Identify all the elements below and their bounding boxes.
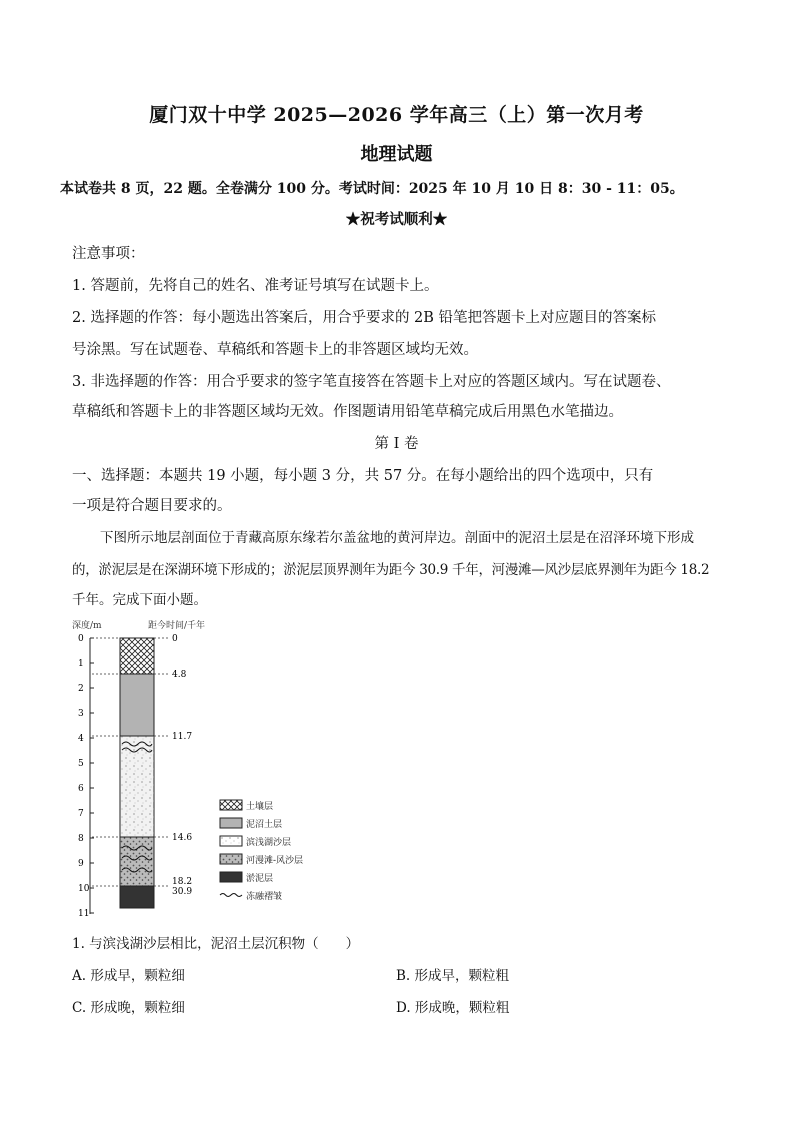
wish-line: ★祝考试顺利★ [345,211,448,228]
depth-tick-label: 6 [78,784,84,794]
legend-swatch-soil [220,800,242,810]
legend-swatch-swamp [220,818,242,828]
depth-tick-label: 8 [78,834,84,844]
option-b[interactable]: B. 形成早，颗粒粗 [396,968,510,984]
soil-layer [120,638,154,674]
part1-line2: 一项是符合题目要求的。 [72,498,232,514]
part1-line1: 一、选择题：本题共 19 小题，每小题 3 分，共 57 分。在每小题给出的四个选项中，只有 [72,468,654,484]
notice-item-2b: 号涂黑。写在试题卷、草稿纸和答题卡上的非答题区域均无效。 [72,342,478,358]
time-label: 30.9 [172,887,193,897]
passage-line-1: 下图所示地层剖面位于青藏高原东缘若尔盖盆地的黄河岸边。剖面中的泥沼土层是在沼泽环境下形成 [100,530,694,546]
time-label: 4.8 [172,670,187,680]
silt-layer [120,886,154,908]
option-a[interactable]: A. 形成早，颗粒细 [72,968,185,984]
time-label: 18.2 [172,877,193,887]
time-axis-label: 距今时间/千年 [148,621,206,631]
legend-label: 冻融褶皱 [246,892,283,902]
passage-line-2: 的，淤泥层是在深湖环境下形成的；淤泥层顶界测年为距今 30.9 千年，河漫滩—风沙层底界测年为距今 18.2 [72,562,710,578]
exam-title: 厦门双十中学 2025—2026 学年高三（上）第一次月考 [149,104,644,126]
question-1-stem: 1. 与滨浅湖沙层相比，泥沼土层沉积物（ ） [72,936,360,952]
option-c[interactable]: C. 形成晚，颗粒细 [72,1000,185,1016]
depth-axis-label: 深度/m [72,621,102,631]
volume-heading: 第 I 卷 [374,436,419,452]
legend-label: 土壤层 [246,802,274,812]
swamp-soil-layer [120,674,154,736]
notice-heading: 注意事项： [72,246,145,262]
legend-swatch-silt [220,872,242,882]
depth-tick-label: 4 [78,734,84,744]
notice-item-2a: 2. 选择题的作答：每小题选出答案后，用合乎要求的 2B 铅笔把答题卡上对应题目的答案标 [72,310,657,326]
depth-tick-label: 7 [78,809,84,819]
legend-label: 泥沼土层 [246,820,283,830]
notice-item-1: 1. 答题前，先将自己的姓名、准考证号填写在试题卡上。 [72,278,439,294]
notice-item-3a: 3. 非选择题的作答：用合乎要求的签字笔直接答在答题卡上对应的答题区域内。写在试题卷、 [72,374,671,390]
time-label: 0 [172,634,178,644]
legend-swatch-frost-fold [220,894,242,897]
legend-label: 滨浅湖沙层 [246,838,292,848]
notice-item-3b: 草稿纸和答题卡上的非答题区域均无效。作图题请用铅笔草稿完成后用黑色水笔描边。 [72,404,623,420]
depth-tick-label: 10 [78,884,90,894]
depth-tick-label: 3 [78,709,84,719]
depth-tick-label: 9 [78,859,84,869]
option-d[interactable]: D. 形成晚，颗粒粗 [396,1000,510,1016]
legend-swatch-floodplain [220,854,242,864]
stratigraphic-column-figure [60,612,330,922]
legend-label: 河漫滩-风沙层 [246,856,304,866]
depth-tick-label: 0 [78,634,84,644]
depth-tick-label: 2 [78,684,84,694]
legend-swatch-lake-sand [220,836,242,846]
time-label: 11.7 [172,732,193,742]
passage-line-3: 千年。完成下面小题。 [72,592,207,608]
depth-tick-label: 11 [78,909,90,919]
floodplain-sand-layer [120,837,154,886]
depth-tick-label: 1 [78,659,84,669]
time-label: 14.6 [172,833,193,843]
exam-info: 本试卷共 8 页，22 题。全卷满分 100 分。考试时间：2025 年 10 月 10 日 8：30 - 11：05。 [60,181,684,197]
depth-tick-label: 5 [78,759,84,769]
exam-subtitle: 地理试题 [360,144,433,165]
legend-label: 淤泥层 [246,874,274,884]
